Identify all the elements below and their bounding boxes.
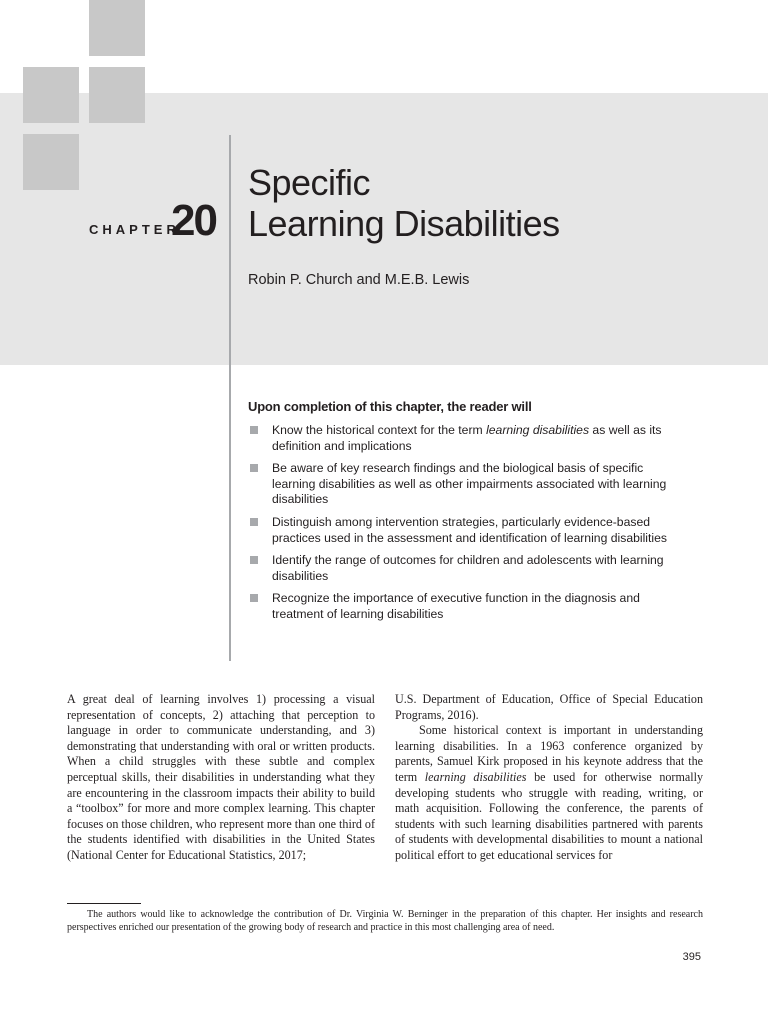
square-bullet-icon xyxy=(250,426,258,434)
objective-text: Be aware of key research findings and the biological basis of specific learning disabilities as well as other impairments associated with learning disabilities xyxy=(272,461,667,507)
square-bullet-icon xyxy=(250,556,258,564)
chapter-number: 20 xyxy=(171,196,216,245)
objective-text: Distinguish among intervention strategies, particularly evidence-based practices used in the assessment and identification of learning disabilities xyxy=(272,514,667,545)
square-bullet-icon xyxy=(250,464,258,472)
chapter-title-line: Specific xyxy=(248,162,371,203)
decorative-square xyxy=(89,0,145,56)
footnote-rule xyxy=(67,903,141,904)
objective-item xyxy=(248,461,678,508)
objective-emphasis: learning disabilities xyxy=(486,423,590,437)
page-number: 395 xyxy=(682,951,701,963)
decorative-square xyxy=(23,67,79,123)
objectives-heading: Upon completion of this chapter, the reader will xyxy=(248,399,532,414)
body-column-left xyxy=(67,692,375,864)
square-bullet-icon xyxy=(250,594,258,602)
decorative-square xyxy=(23,134,79,190)
chapter-authors: Robin P. Church and M.E.B. Lewis xyxy=(248,272,470,288)
objectives-list xyxy=(248,423,678,630)
chapter-title xyxy=(248,162,560,244)
chapter-title-line: Learning Disabilities xyxy=(248,203,560,244)
objective-item xyxy=(248,553,678,584)
body-column-right xyxy=(395,692,703,864)
objective-text: Identify the range of outcomes for children and adolescents with learning disabilities xyxy=(272,553,664,583)
body-paragraph-continuation: U.S. Department of Education, Office of Special Education Programs, 2016). xyxy=(395,692,703,722)
objective-item xyxy=(248,591,678,622)
objective-text: Know the historical context for the term learning disabilities as well as its definition and implications xyxy=(272,423,662,453)
body-paragraph: Some historical context is important in understanding learning disabilities. In a 1963 conference organized by parents, Samuel Kirk proposed in his keynote address that the term learning disabilities be used for otherwise normally developing students who struggle with reading, writing, or math acquisition. Following the conference, the parents of students with such learning disabilities partnered with parents of students with developmental disabilities to mount a national political effort to get educational services for xyxy=(395,723,704,862)
square-bullet-icon xyxy=(250,518,258,526)
term-emphasis: learning disabilities xyxy=(424,769,527,784)
objective-text: Recognize the importance of executive function in the diagnosis and treatment of learning disabilities xyxy=(272,591,640,621)
objective-item xyxy=(248,423,678,454)
objective-item xyxy=(248,515,678,546)
decorative-square xyxy=(89,67,145,123)
vertical-divider xyxy=(229,135,231,661)
footnote: The authors would like to acknowledge the contribution of Dr. Virginia W. Berninger in the preparation of this chapter. Her insights and research perspectives enriched our presentation of the growing body of research and practice in this most challenging area of need. xyxy=(67,909,703,933)
body-paragraph: A great deal of learning involves 1) processing a visual representation of concepts, 2) attaching that perception to language in order to communicate understanding, and 3) demonstrating that understanding with oral or written products. When a child struggles with these subtle and complex perceptual skills, their disabilities in understanding what they are encountering in the classroom impacts their ability to build a “toolbox” for more and more complex learning. This chapter focuses on those children, who represent more than one third of the students identified with disabilities in the United States (National Center for Educational Statistics, 2017; xyxy=(67,692,375,862)
chapter-label: CHAPTER xyxy=(89,222,180,237)
